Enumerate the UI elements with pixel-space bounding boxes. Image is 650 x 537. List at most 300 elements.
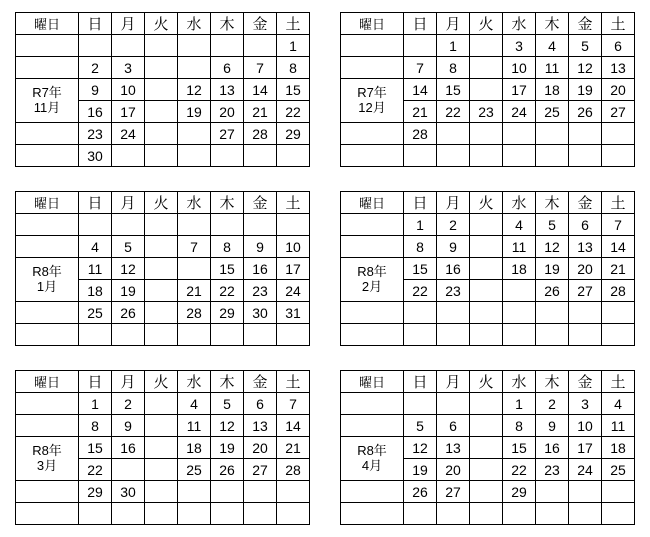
calendar-week-row (16, 415, 310, 437)
calendar-day: 22 (404, 280, 437, 302)
calendar-day: 4 (536, 35, 569, 57)
calendar-day-empty (536, 145, 569, 167)
calendar-day-empty (404, 324, 437, 346)
header-label-weekday: 曜日 (16, 13, 79, 35)
calendar-day: 12 (536, 236, 569, 258)
calendar-day-holiday: 2 (470, 35, 503, 57)
calendar-day-empty (503, 302, 536, 324)
calendar-block-r8-4 (325, 358, 650, 537)
calendar-block-r8-1 (0, 179, 325, 358)
calendar-label-spacer (341, 324, 404, 346)
calendar-day-holiday: 23 (112, 459, 145, 481)
calendar-label-spacer (16, 503, 79, 525)
calendar-day: 7 (178, 236, 211, 258)
calendar-day-empty (569, 503, 602, 525)
calendar-day: 8 (404, 236, 437, 258)
calendar-block-r8-3 (0, 358, 325, 537)
calendar-day: 22 (79, 459, 112, 481)
calendar-block-r7-11 (0, 0, 325, 179)
calendar-day-holiday: 25 (503, 280, 536, 302)
calendar-week-row (341, 393, 635, 415)
calendar-day-empty (145, 324, 178, 346)
calendar-day: 25 (602, 459, 635, 481)
calendar-label-spacer (16, 123, 79, 145)
calendar-day: 25 (536, 101, 569, 123)
calendar-day-holiday: 20 (145, 280, 178, 302)
calendar-day-holiday: 4 (145, 57, 178, 79)
calendar-day: 17 (569, 437, 602, 459)
calendar-label-spacer (341, 393, 404, 415)
calendar-day: 18 (79, 280, 112, 302)
calendar-week-row (16, 214, 310, 236)
month-label-month: 2月 (361, 278, 383, 294)
calendar-day: 6 (569, 214, 602, 236)
calendar-day: 26 (536, 280, 569, 302)
calendar-day-empty (178, 35, 211, 57)
calendar-day-empty (112, 214, 145, 236)
calendar-day: 1 (79, 393, 112, 415)
calendar-day: 23 (470, 101, 503, 123)
calendar-day: 27 (211, 123, 244, 145)
calendar-day: 24 (112, 123, 145, 145)
header-weekday-5: 木 (536, 371, 569, 393)
header-weekday-4: 水 (178, 13, 211, 35)
calendar-day-empty (602, 302, 635, 324)
header-weekday-6: 金 (244, 192, 277, 214)
calendar-label-spacer (341, 236, 404, 258)
calendar-day: 16 (244, 258, 277, 280)
calendar-day-empty (244, 324, 277, 346)
calendar-label-spacer (16, 57, 79, 79)
calendar-day: 27 (569, 280, 602, 302)
calendar-day-empty (602, 324, 635, 346)
calendar-day-holiday: 28 (470, 481, 503, 503)
calendar-day-holiday: 1 (211, 214, 244, 236)
calendar-day: 27 (437, 481, 470, 503)
calendar-day: 4 (79, 236, 112, 258)
calendar-day: 10 (503, 57, 536, 79)
calendar-day-empty (211, 324, 244, 346)
calendar-day: 5 (112, 236, 145, 258)
calendar-month-label (16, 79, 79, 123)
calendar-day-empty (211, 145, 244, 167)
calendar-day-holiday: 30 (536, 481, 569, 503)
calendar-label-spacer (16, 302, 79, 324)
calendar-day: 6 (244, 393, 277, 415)
calendar-day: 3 (112, 57, 145, 79)
header-weekday-2: 月 (112, 371, 145, 393)
calendar-month-label (16, 258, 79, 302)
calendar-week-row (341, 145, 635, 167)
header-weekday-3: 火 (145, 192, 178, 214)
calendar-day: 21 (602, 258, 635, 280)
calendar-day: 5 (536, 214, 569, 236)
calendar-day: 9 (244, 236, 277, 258)
calendar-week-row (16, 35, 310, 57)
calendar-day: 20 (244, 437, 277, 459)
calendar-day: 11 (536, 57, 569, 79)
calendar-day: 6 (437, 415, 470, 437)
calendar-day: 14 (602, 236, 635, 258)
month-label-year: R7年 (357, 84, 387, 100)
calendar-day: 16 (112, 437, 145, 459)
calendar-day-holiday: 31 (145, 481, 178, 503)
calendar-day-empty (178, 503, 211, 525)
calendar-week-row (16, 236, 310, 258)
calendar-day: 8 (277, 57, 310, 79)
calendar-day-empty (503, 503, 536, 525)
month-label-year: R8年 (357, 442, 387, 458)
header-weekday-3: 火 (470, 371, 503, 393)
calendar-day: 12 (569, 57, 602, 79)
calendar-day: 6 (211, 57, 244, 79)
calendar-day-holiday: 16 (470, 79, 503, 101)
calendar-day-holiday: 2 (244, 214, 277, 236)
calendar-day: 20 (602, 79, 635, 101)
header-weekday-2: 月 (112, 192, 145, 214)
calendar-day: 2 (536, 393, 569, 415)
calendar-day: 22 (503, 459, 536, 481)
calendar-day-empty (569, 302, 602, 324)
header-weekday-1: 日 (404, 371, 437, 393)
calendar-label-spacer (341, 302, 404, 324)
calendar-day: 7 (244, 57, 277, 79)
calendar-day-empty (536, 324, 569, 346)
calendar-day: 21 (404, 101, 437, 123)
calendar-table (15, 191, 310, 346)
month-label-month: 11月 (33, 99, 61, 115)
month-label-month: 1月 (36, 278, 58, 294)
calendar-day: 17 (503, 79, 536, 101)
calendar-day: 13 (211, 79, 244, 101)
calendar-day: 22 (277, 101, 310, 123)
calendar-day: 19 (211, 437, 244, 459)
calendar-day-empty (602, 145, 635, 167)
calendar-day: 21 (178, 280, 211, 302)
calendar-block-r8-2 (325, 179, 650, 358)
calendar-day-holiday: 14 (470, 437, 503, 459)
header-weekday-2: 月 (437, 371, 470, 393)
calendar-day-empty (244, 35, 277, 57)
calendar-label-spacer (16, 35, 79, 57)
calendar-day: 9 (437, 236, 470, 258)
calendar-day: 11 (602, 415, 635, 437)
calendar-day-holiday: 6 (145, 236, 178, 258)
calendar-day: 22 (211, 280, 244, 302)
calendar-day: 23 (437, 280, 470, 302)
calendar-day-empty (145, 35, 178, 57)
calendar-day: 8 (79, 415, 112, 437)
header-weekday-4: 水 (178, 371, 211, 393)
calendar-day-empty (211, 503, 244, 525)
header-weekday-1: 日 (79, 13, 112, 35)
calendar-day: 23 (536, 459, 569, 481)
calendar-day-empty (437, 324, 470, 346)
calendar-day-holiday: 14 (178, 258, 211, 280)
calendar-day: 14 (277, 415, 310, 437)
header-label-weekday: 曜日 (341, 371, 404, 393)
calendar-day-holiday: 11 (145, 79, 178, 101)
calendar-day: 19 (178, 101, 211, 123)
calendar-day-empty (112, 35, 145, 57)
calendar-header-row (16, 13, 310, 35)
calendar-day: 9 (79, 79, 112, 101)
calendar-day: 15 (277, 79, 310, 101)
calendar-day-holiday: 31 (503, 123, 536, 145)
calendar-table (15, 12, 310, 167)
calendar-day-holiday: 10 (145, 415, 178, 437)
calendar-day: 18 (602, 437, 635, 459)
header-weekday-1: 日 (404, 13, 437, 35)
calendar-day: 29 (79, 481, 112, 503)
month-label-month: 12月 (358, 99, 386, 115)
calendar-day-empty (602, 481, 635, 503)
calendar-day-empty (569, 324, 602, 346)
calendar-day-holiday: 30 (470, 123, 503, 145)
calendar-week-row (16, 481, 310, 503)
calendar-day-empty (470, 503, 503, 525)
calendar-label-spacer (341, 123, 404, 145)
calendar-day: 2 (437, 214, 470, 236)
header-label-weekday: 曜日 (341, 192, 404, 214)
calendar-week-row (16, 393, 310, 415)
header-weekday-5: 木 (211, 13, 244, 35)
calendar-day: 5 (211, 393, 244, 415)
calendar-day-empty (503, 324, 536, 346)
calendar-label-spacer (341, 415, 404, 437)
calendar-week-row (16, 302, 310, 324)
header-weekday-3: 火 (145, 371, 178, 393)
calendar-day: 4 (602, 393, 635, 415)
calendar-day: 12 (211, 415, 244, 437)
calendar-day: 16 (536, 437, 569, 459)
calendar-header-row (341, 13, 635, 35)
calendar-week-row (341, 35, 635, 57)
calendar-day: 19 (536, 258, 569, 280)
header-weekday-2: 月 (437, 13, 470, 35)
calendar-week-row (341, 258, 635, 280)
calendar-label-spacer (16, 214, 79, 236)
calendar-day: 10 (277, 236, 310, 258)
header-weekday-7: 土 (602, 13, 635, 35)
calendar-day: 20 (437, 459, 470, 481)
calendar-day: 30 (79, 145, 112, 167)
calendar-day-empty (470, 324, 503, 346)
calendar-day: 29 (503, 481, 536, 503)
calendar-month-label (16, 437, 79, 481)
calendar-day-empty (404, 503, 437, 525)
calendar-day: 9 (112, 415, 145, 437)
calendar-week-row (16, 57, 310, 79)
header-weekday-7: 土 (602, 192, 635, 214)
header-weekday-2: 月 (437, 192, 470, 214)
calendar-week-row (16, 258, 310, 280)
header-weekday-5: 木 (536, 13, 569, 35)
calendar-day: 20 (211, 101, 244, 123)
calendar-day: 14 (244, 79, 277, 101)
calendar-day-empty (112, 503, 145, 525)
calendar-day: 26 (112, 302, 145, 324)
calendar-day-empty (437, 302, 470, 324)
header-weekday-6: 金 (244, 13, 277, 35)
calendar-day: 11 (178, 415, 211, 437)
calendar-day-empty (404, 35, 437, 57)
calendar-day-empty (145, 503, 178, 525)
calendar-table (340, 12, 635, 167)
calendar-day: 16 (79, 101, 112, 123)
calendar-day: 26 (404, 481, 437, 503)
calendar-day: 29 (211, 302, 244, 324)
calendar-day: 31 (277, 302, 310, 324)
calendar-day: 28 (602, 280, 635, 302)
calendar-day: 7 (602, 214, 635, 236)
calendar-month-label (341, 437, 404, 481)
header-weekday-4: 水 (178, 192, 211, 214)
header-weekday-6: 金 (569, 371, 602, 393)
calendar-day: 13 (244, 415, 277, 437)
calendar-day: 6 (602, 35, 635, 57)
calendar-day: 22 (437, 101, 470, 123)
calendar-day-holiday: 24 (470, 280, 503, 302)
calendar-week-row (341, 481, 635, 503)
calendar-day: 23 (79, 123, 112, 145)
calendar-day: 17 (277, 258, 310, 280)
calendar-day: 30 (244, 302, 277, 324)
calendar-day: 24 (503, 101, 536, 123)
header-weekday-7: 土 (602, 371, 635, 393)
calendar-day-empty (404, 393, 437, 415)
calendar-day-empty (503, 145, 536, 167)
calendar-day-holiday: 3 (277, 214, 310, 236)
calendar-day: 9 (536, 415, 569, 437)
calendar-week-row (341, 79, 635, 101)
calendar-day: 27 (602, 101, 635, 123)
calendar-month-label (341, 258, 404, 302)
calendar-day: 8 (211, 236, 244, 258)
calendar-day: 16 (437, 258, 470, 280)
calendar-day: 3 (569, 393, 602, 415)
calendar-day-empty (437, 145, 470, 167)
calendar-day: 30 (112, 481, 145, 503)
calendar-day-empty (602, 503, 635, 525)
header-weekday-5: 木 (211, 192, 244, 214)
calendar-day: 15 (79, 437, 112, 459)
calendar-day-empty (404, 145, 437, 167)
calendar-day-empty (178, 324, 211, 346)
month-label-month: 4月 (361, 457, 383, 473)
calendar-day-empty (244, 503, 277, 525)
calendar-month-label (341, 79, 404, 123)
calendar-day: 28 (244, 123, 277, 145)
calendar-day-holiday: 25 (145, 123, 178, 145)
header-weekday-1: 日 (404, 192, 437, 214)
calendar-day: 15 (404, 258, 437, 280)
calendar-label-spacer (341, 214, 404, 236)
calendar-day: 27 (244, 459, 277, 481)
calendar-label-spacer (16, 481, 79, 503)
calendar-label-spacer (341, 503, 404, 525)
header-label-weekday: 曜日 (16, 371, 79, 393)
calendar-day-empty (569, 123, 602, 145)
calendar-label-spacer (341, 481, 404, 503)
month-label-year: R8年 (32, 442, 62, 458)
calendar-day-empty (277, 503, 310, 525)
calendar-day: 8 (503, 415, 536, 437)
calendar-label-spacer (16, 415, 79, 437)
calendar-week-row (341, 324, 635, 346)
header-weekday-6: 金 (244, 371, 277, 393)
calendar-day: 4 (178, 393, 211, 415)
calendar-day: 11 (79, 258, 112, 280)
calendar-day-empty (79, 214, 112, 236)
calendar-day: 14 (404, 79, 437, 101)
header-weekday-3: 火 (145, 13, 178, 35)
header-weekday-7: 土 (277, 13, 310, 35)
calendar-day: 29 (277, 123, 310, 145)
calendar-week-row (341, 503, 635, 525)
calendar-day: 25 (79, 302, 112, 324)
calendar-week-row (341, 415, 635, 437)
calendar-label-spacer (16, 236, 79, 258)
month-label-year: R8年 (357, 263, 387, 279)
month-label-year: R8年 (32, 263, 62, 279)
header-weekday-7: 土 (277, 371, 310, 393)
calendar-day-holiday: 17 (470, 258, 503, 280)
calendar-day: 5 (569, 35, 602, 57)
calendar-day-holiday: 21 (470, 459, 503, 481)
header-weekday-1: 日 (79, 371, 112, 393)
calendar-day: 28 (277, 459, 310, 481)
calendar-day: 15 (437, 79, 470, 101)
calendar-week-row (16, 145, 310, 167)
header-weekday-5: 木 (211, 371, 244, 393)
calendar-week-row (16, 324, 310, 346)
calendar-day-empty (112, 324, 145, 346)
calendar-week-row (341, 236, 635, 258)
calendar-day: 10 (112, 79, 145, 101)
calendar-day-empty (145, 145, 178, 167)
calendar-day: 10 (569, 415, 602, 437)
calendar-header-row (341, 371, 635, 393)
calendar-day: 12 (178, 79, 211, 101)
calendar-day-empty (145, 214, 178, 236)
header-label-weekday: 曜日 (16, 192, 79, 214)
calendar-day: 26 (211, 459, 244, 481)
month-label-year: R7年 (32, 84, 62, 100)
calendar-day-empty (536, 123, 569, 145)
calendar-day-empty (79, 35, 112, 57)
calendar-header-row (341, 192, 635, 214)
calendar-day-empty (602, 123, 635, 145)
calendar-day: 7 (404, 57, 437, 79)
calendar-day-empty (178, 145, 211, 167)
calendar-day: 12 (404, 437, 437, 459)
calendar-week-row (341, 302, 635, 324)
header-weekday-6: 金 (569, 192, 602, 214)
calendar-day-empty (470, 145, 503, 167)
calendar-day: 28 (178, 302, 211, 324)
calendar-table (340, 370, 635, 525)
calendar-day-empty (79, 324, 112, 346)
calendar-day: 7 (277, 393, 310, 415)
calendar-table (15, 370, 310, 525)
calendar-day: 18 (178, 437, 211, 459)
calendar-week-row (341, 214, 635, 236)
calendar-day: 18 (536, 79, 569, 101)
calendar-week-row (16, 79, 310, 101)
calendar-day-empty (244, 481, 277, 503)
calendar-day-empty (470, 302, 503, 324)
